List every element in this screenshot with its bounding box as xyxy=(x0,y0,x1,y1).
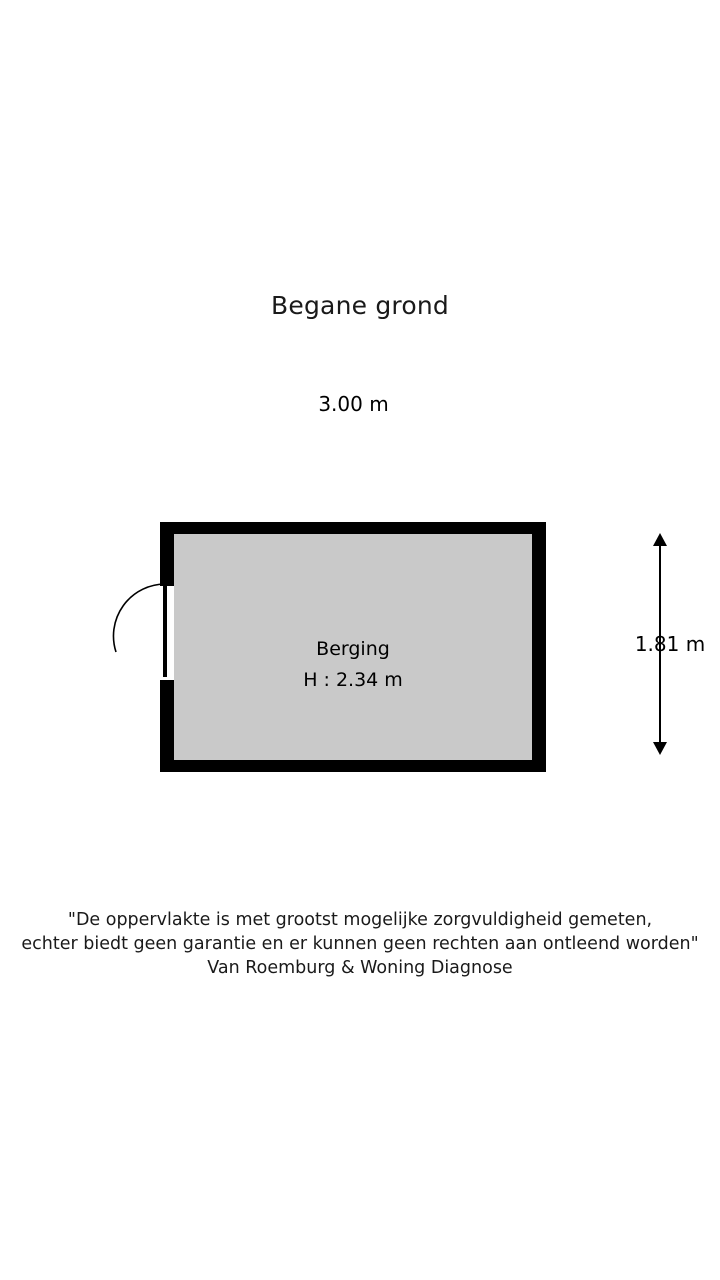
page-title: Begane grond xyxy=(271,291,449,320)
width-dimension-label-wrap xyxy=(175,390,532,418)
room-berging-label-group xyxy=(174,634,532,696)
height-dimension-label: 1.81 m xyxy=(634,632,706,656)
disclaimer-line-2: echter biedt geen garantie en er kunnen geen rechten aan ontleend worden" xyxy=(21,934,699,954)
disclaimer-line-3: Van Roemburg & Woning Diagnose xyxy=(207,958,513,978)
width-dimension xyxy=(175,390,532,420)
room-ceiling-height: H : 2.34 m xyxy=(303,669,403,691)
arrow-down-icon xyxy=(653,742,667,755)
room-name: Berging xyxy=(316,638,390,660)
door-swing-icon xyxy=(110,580,180,680)
disclaimer xyxy=(0,908,720,980)
arrow-up-icon xyxy=(653,533,667,546)
width-dimension-label: 3.00 m xyxy=(306,392,400,416)
disclaimer-line-1: "De oppervlakte is met grootst mogelijke zorgvuldigheid gemeten, xyxy=(67,910,653,930)
